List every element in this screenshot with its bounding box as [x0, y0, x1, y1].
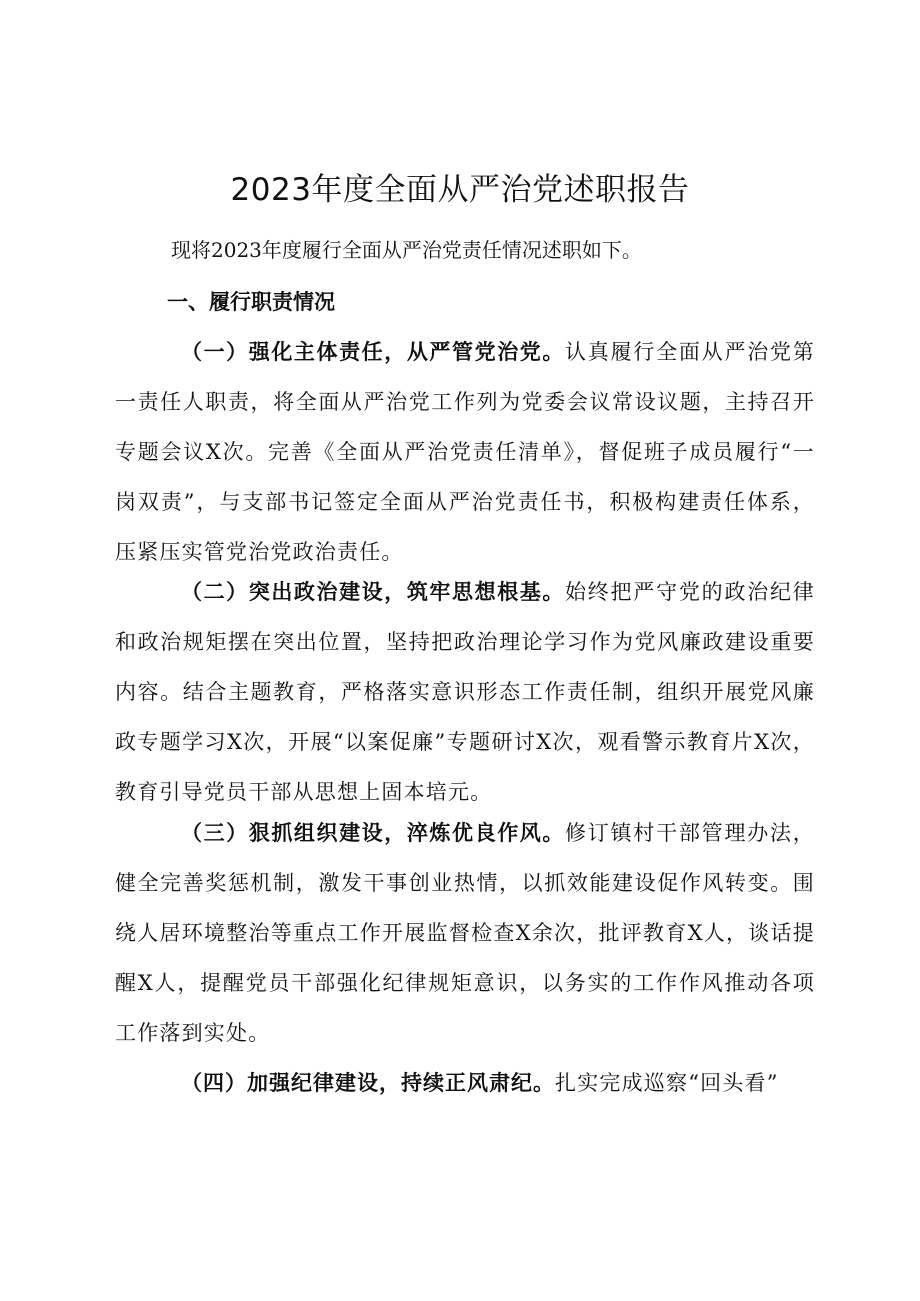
paragraph-1: [115, 327, 815, 577]
paragraph-1-lead: （一）强化主体责任，从严管党治党。: [181, 340, 565, 364]
paragraph-4: [115, 1058, 815, 1108]
paragraph-3: [115, 808, 815, 1058]
paragraph-2-body: 始终把严守党的政治纪律和政治规矩摆在突出位置，坚持把政治理论学习作为党风廉政建设重要内容。结合主题教育，严格落实意识形态工作责任制，组织开展党风廉政专题学习X次，开展“以案促廉”专题研讨X次，观看警示教育片X次，教育引导党员干部从思想上固本培元。: [115, 580, 816, 804]
paragraph-2: [115, 567, 815, 817]
paragraph-4-body: 扎实完成巡察“回头看”: [555, 1071, 779, 1095]
paragraph-3-body: 修订镇村干部管理办法，健全完善奖惩机制，激发干事创业热情，以抓效能建设促作风转变。围绕人居环境整治等重点工作开展监督检查X余次，批评教育X人，谈话提醒X人，提醒党员干部强化纪律规矩意识，以务实的工作作风推动各项工作落到实处。: [115, 821, 816, 1045]
paragraph-4-lead: （四）加强纪律建设，持续正风肃纪。: [181, 1071, 555, 1095]
section-heading: 一、履行职责情况: [167, 290, 335, 314]
paragraph-2-lead: （二）突出政治建设，筑牢思想根基。: [181, 580, 565, 604]
paragraph-3-lead: （三）狠抓组织建设，淬炼优良作风。: [181, 821, 565, 845]
paragraph-1-body: 认真履行全面从严治党第一责任人职责，将全面从严治党工作列为党委会议常设议题，主持召开专题会议X次。完善《全面从严治党责任清单》，督促班子成员履行“一岗双责”，与支部书记签定全面从严治党责任书，积极构建责任体系，压紧压实管党治党政治责任。: [115, 340, 816, 564]
document-title: 2023年度全面从严治党述职报告: [230, 172, 690, 208]
intro-paragraph: 现将2023年度履行全面从严治党责任情况述职如下。: [171, 238, 642, 262]
